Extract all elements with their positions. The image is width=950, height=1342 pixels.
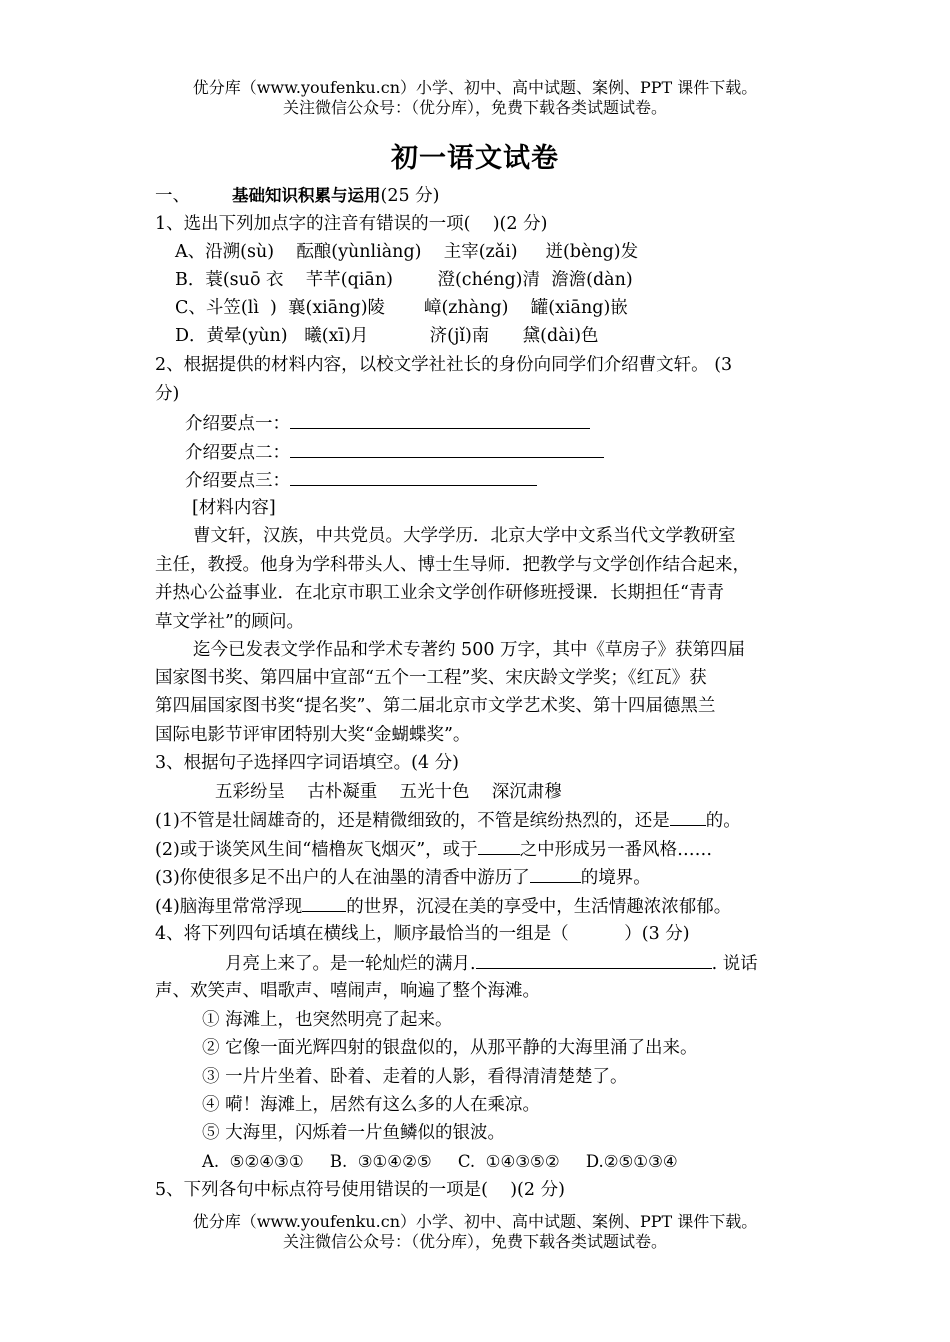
footer-line-2: 关注微信公众号：（优分库），免费下载各类试题试卷。 (282, 1232, 667, 1251)
q2-para2-line-2: 国家图书奖、第四届中宣部“五个一工程”奖、宋庆龄文学奖；《红瓦》获 (155, 668, 707, 688)
q3-sentence-4 (155, 893, 731, 920)
section-1-score: (25 分) (380, 186, 440, 206)
q4-item-2: ② 它像一面光辉四射的银盘似的，从那平静的大海里涌了出来。 (202, 1038, 698, 1058)
q2-point-3-label: 介绍要点三： (185, 471, 290, 491)
q2-para1-line-4: 草文学社”的顾问。 (155, 612, 304, 632)
q2-point-1-blank[interactable] (290, 410, 590, 429)
q3-s4-blank[interactable] (302, 893, 346, 912)
q2-point-1 (185, 410, 590, 437)
q1-option-a: A、沿溯(sù) 酝酿(yùnliàng) 主宰(zǎi) 迸(bèng)发 (175, 242, 639, 262)
q2-para1-line-1: 曹文轩，汉族，中共党员。大学学历．北京大学中文系当代文学教研室 (193, 526, 736, 546)
section-1-title: 基础知识积累与运用 (232, 186, 381, 205)
q3-s3-text-a: (3)你使很多足不出户的人在油墨的清香中游历了 (155, 868, 530, 888)
page-title: 初一语文试卷 (391, 143, 559, 174)
q1-stem: 1、选出下列加点字的注音有错误的一项( )(2 分) (155, 214, 548, 234)
q4-item-5: ⑤ 大海里，闪烁着一片鱼鳞似的银波。 (202, 1123, 506, 1143)
q3-s1-text-b: 的。 (705, 811, 741, 831)
q4-line-b: . 说话 (711, 954, 758, 974)
q4-passage-line-2: 声、欢笑声、唱歌声、嘻闹声，响遍了整个海滩。 (155, 981, 540, 1001)
q3-s1-blank[interactable] (670, 807, 706, 826)
q5-stem: 5、下列各句中标点符号使用错误的一项是( )(2 分) (155, 1180, 565, 1200)
q1-option-b: B．蓑(suō 衣 芊芊(qiān) 澄(chéng)清 澹澹(dàn) (175, 270, 633, 290)
q3-s3-text-b: 的境界。 (580, 868, 651, 888)
q2-stem-line-1: 2、根据提供的材料内容，以校文学社社长的身份向同学们介绍曹文轩。 (3 (155, 355, 733, 375)
q2-para1-line-2: 主任，教授。他身为学科带头人、博士生导师．把教学与文学创作结合起来， (155, 555, 750, 575)
footer-line-1: 优分库（www.youfenku.cn）小学、初中、高中试题、案例、PPT 课件下载。 (192, 1212, 758, 1231)
q3-s1-text-a: (1)不管是壮阔雄奇的，还是精微细致的，不管是缤纷热烈的，还是 (155, 811, 670, 831)
q2-para1-line-3: 并热心公益事业．在北京市职工业余文学创作研修班授课．长期担任“青青 (155, 583, 724, 603)
q4-item-3: ③ 一片片坐着、卧着、走着的人影，看得清清楚楚了。 (202, 1067, 628, 1087)
q4-stem: 4、将下列四句话填在横线上，顺序最恰当的一组是（ ）(3 分) (155, 924, 690, 944)
q1-option-c: C、斗笠(lì ) 襄(xiāng)陵 嶂(zhàng) 罐(xiāng)嵌 (175, 298, 628, 318)
q2-point-3-blank[interactable] (290, 467, 537, 486)
q2-para2-line-4: 国际电影节评审团特别大奖“金蝴蝶奖”。 (155, 725, 471, 745)
q2-point-1-label: 介绍要点一： (185, 414, 290, 434)
q2-point-3 (185, 467, 537, 494)
q4-item-4: ④ 嗬！海滩上，居然有这么多的人在乘凉。 (202, 1095, 541, 1115)
q2-stem-line-2: 分) (155, 384, 180, 404)
q2-material-label: [材料内容] (192, 498, 276, 518)
header-line-1: 优分库（www.youfenku.cn）小学、初中、高中试题、案例、PPT 课件下载。 (192, 78, 758, 97)
q3-s3-blank[interactable] (530, 864, 581, 883)
q1-option-d: D．黄晕(yùn) 曦(xī)月 济(jǐ)南 黛(dài)色 (175, 326, 599, 346)
q4-item-1: ① 海滩上，也突然明亮了起来。 (202, 1010, 453, 1030)
q2-para2-line-3: 第四届国家图书奖“提名奖”、第二届北京市文学艺术奖、第十四届德黑兰 (155, 696, 716, 716)
header-line-2: 关注微信公众号：（优分库），免费下载各类试题试卷。 (282, 98, 667, 117)
q3-stem: 3、根据句子选择四字词语填空。(4 分) (155, 753, 459, 773)
q3-s4-text-b: 的世界，沉浸在美的享受中，生活情趣浓浓郁郁。 (346, 897, 732, 917)
q3-word-bank: 五彩纷呈 古朴凝重 五光十色 深沉肃穆 (215, 782, 562, 802)
q3-sentence-3 (155, 864, 651, 891)
q3-sentence-2 (155, 836, 712, 863)
q3-s2-text-b: 之中形成另一番风格…… (519, 840, 713, 860)
q4-answer-blank[interactable] (476, 950, 712, 969)
q2-point-2-blank[interactable] (290, 439, 604, 458)
q2-para2-line-1: 迄今已发表文学作品和学术专著约 500 万字，其中《草房子》获第四届 (193, 640, 746, 660)
section-1-heading (155, 183, 440, 209)
q2-point-2 (185, 439, 604, 466)
q3-s2-blank[interactable] (478, 836, 520, 855)
q4-choices: A. ⑤②④③① B. ③①④②⑤ C. ①④③⑤② D.②⑤①③④ (202, 1152, 678, 1171)
q3-sentence-1 (155, 807, 741, 834)
section-1-number: 一、 (155, 186, 190, 206)
q4-passage-line-1 (225, 950, 758, 977)
q4-line-a: 月亮上来了。是一轮灿烂的满月. (225, 954, 476, 974)
q3-s4-text-a: (4)脑海里常常浮现 (155, 897, 303, 917)
q2-point-2-label: 介绍要点二： (185, 443, 290, 463)
q3-s2-text-a: (2)或于谈笑风生间“樯橹灰飞烟灭”，或于 (155, 840, 478, 860)
